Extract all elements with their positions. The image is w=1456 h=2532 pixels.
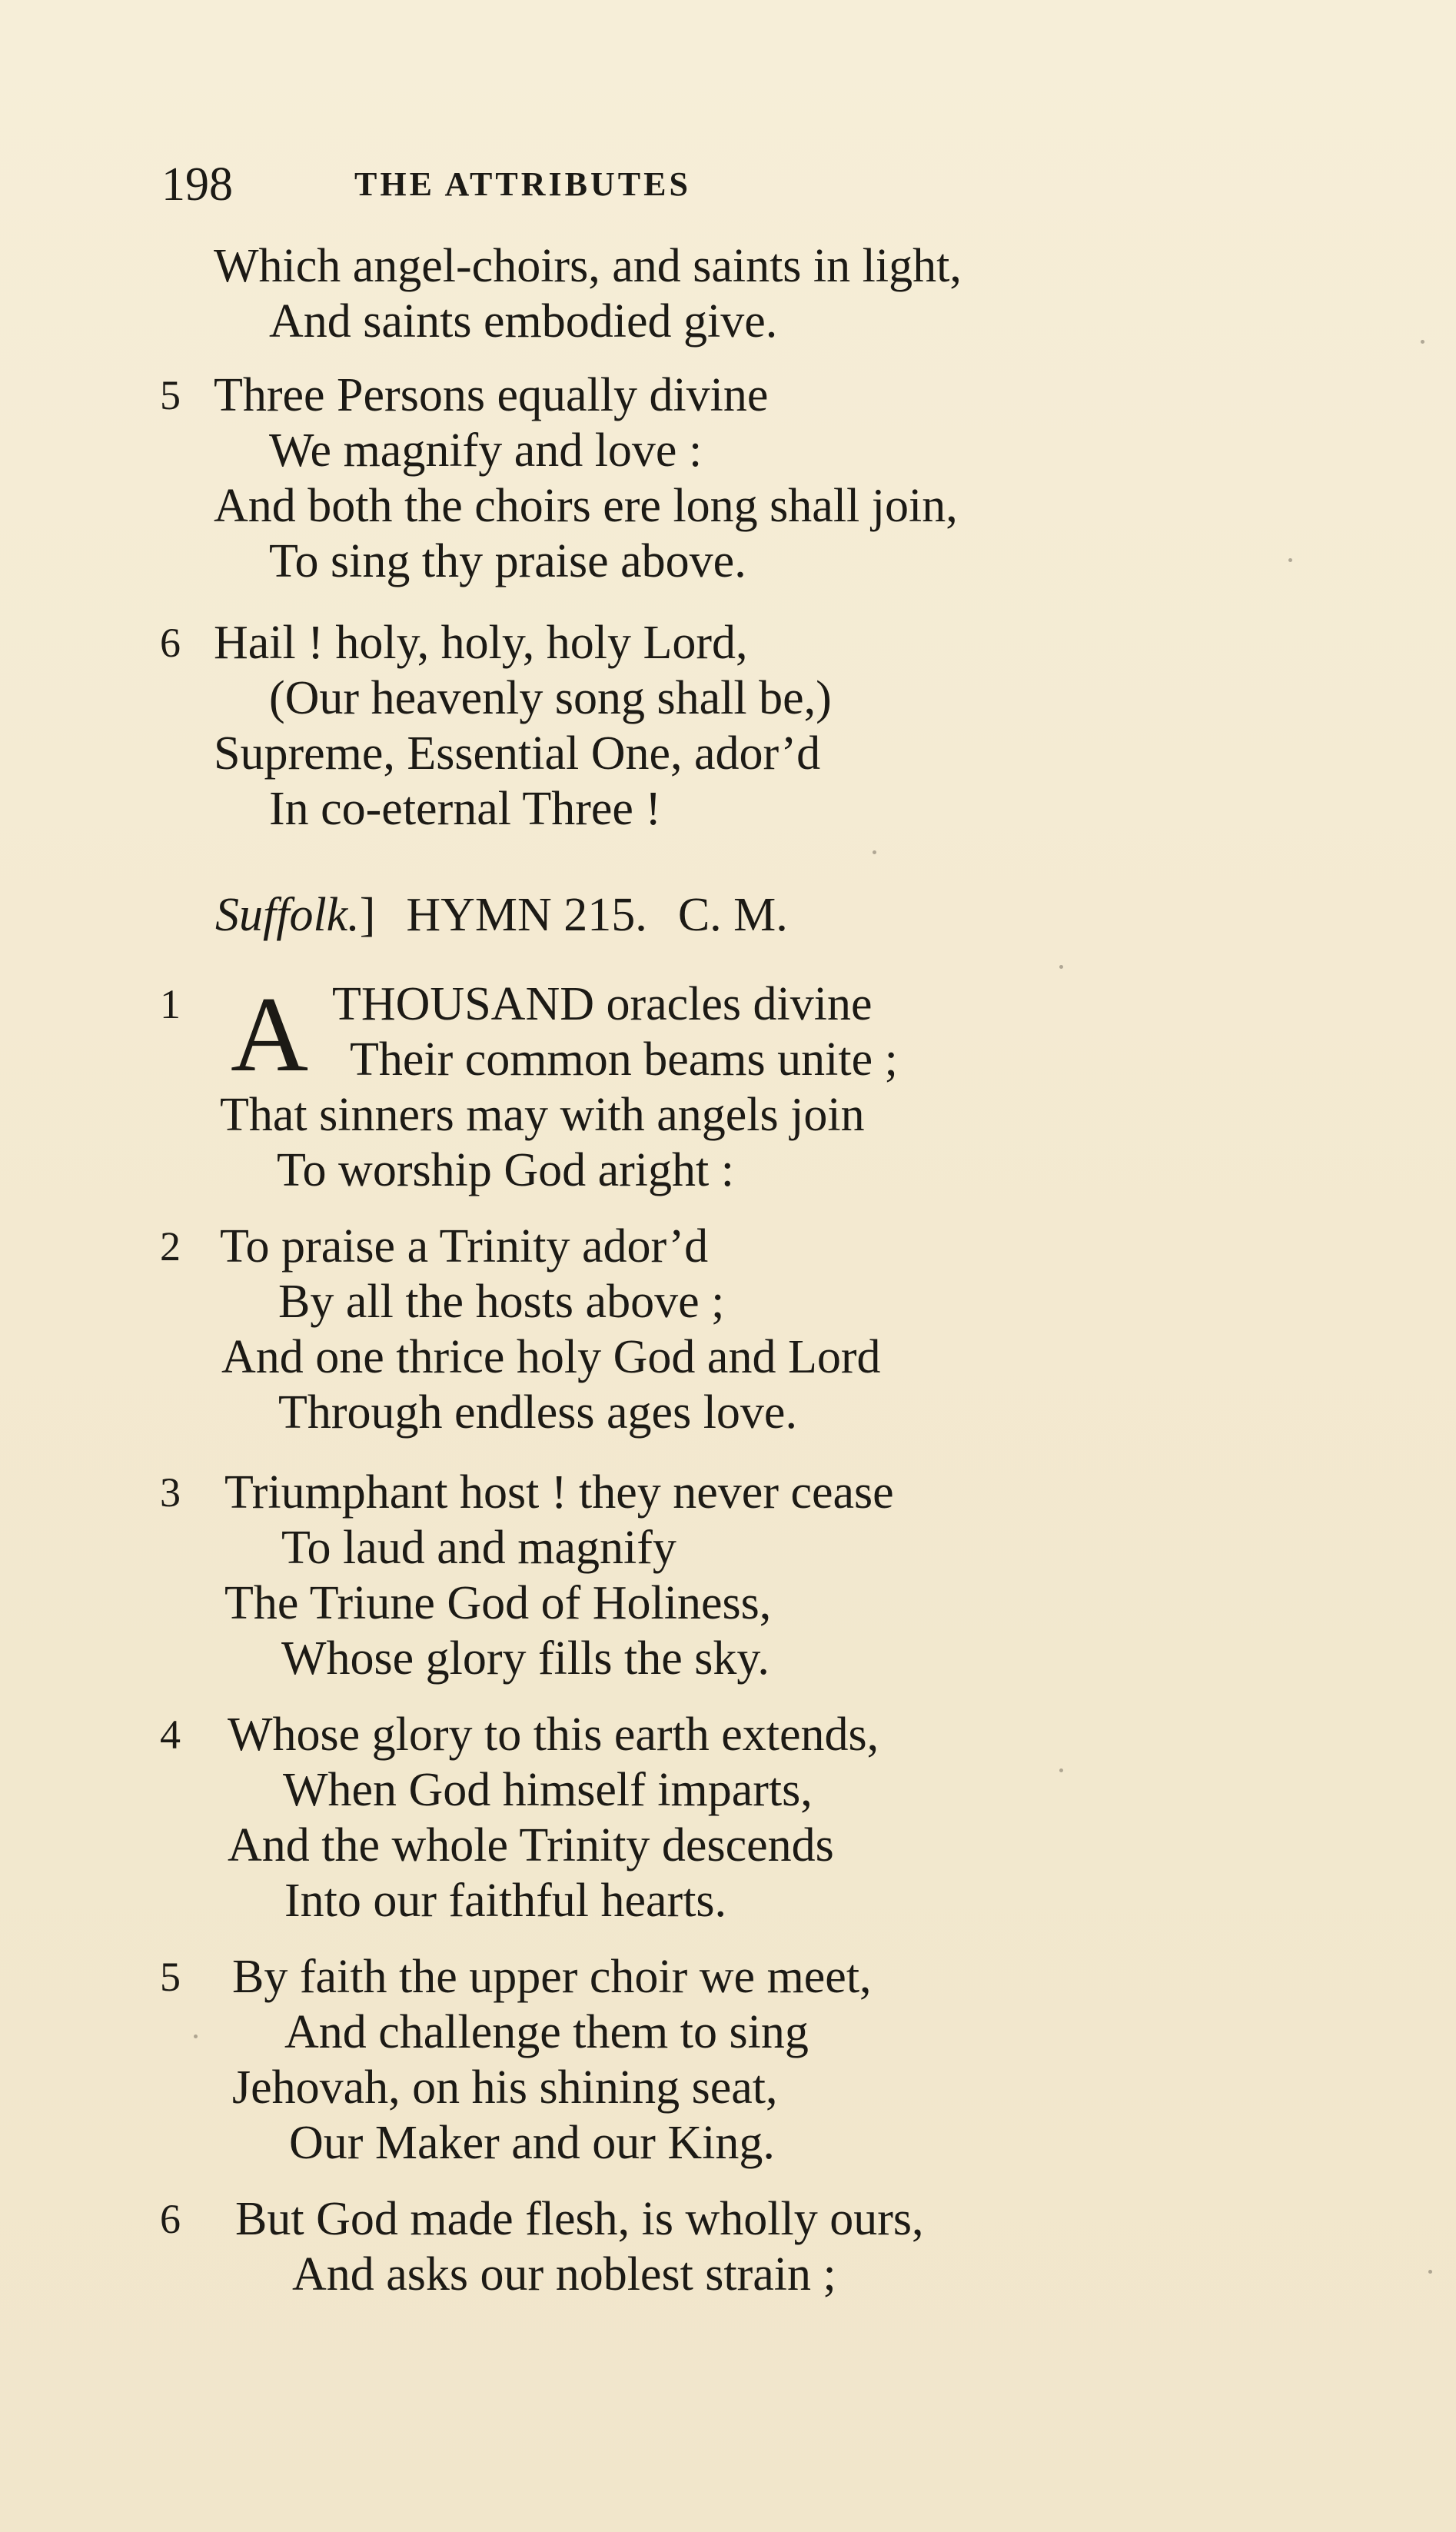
paper-speck xyxy=(1421,340,1424,344)
paper-speck xyxy=(1059,965,1063,969)
verse-line: That sinners may with angels join xyxy=(220,1089,865,1141)
verse-line: To sing thy praise above. xyxy=(269,535,746,587)
verse-line: And saints embodied give. xyxy=(269,295,778,348)
verse-line: And both the choirs ere long shall join, xyxy=(214,480,958,532)
bracket: ] xyxy=(359,889,376,941)
verse-line: And asks our noblest strain ; xyxy=(292,2248,836,2301)
verse-line: 4 Whose glory to this earth extends, xyxy=(160,1709,879,1761)
verse-line: 6 But God made flesh, is wholly ours, xyxy=(160,2193,924,2245)
verse-line: Whose glory fills the sky. xyxy=(281,1632,770,1685)
page-header xyxy=(161,154,953,215)
stanza xyxy=(161,977,1084,1198)
verse-line: 6 Hail ! holy, holy, holy Lord, xyxy=(160,617,748,669)
verse-line: Into our faithful hearts. xyxy=(284,1875,727,1927)
verse-line: 2 To praise a Trinity ador’d xyxy=(160,1220,709,1273)
verse-number: 5 xyxy=(160,1954,181,2000)
hymn-title: HYMN 215. xyxy=(406,889,647,941)
verse-line: Which angel-choirs, and saints in light, xyxy=(214,240,962,292)
stanza xyxy=(161,1949,1084,2171)
stanza xyxy=(161,368,1084,589)
paper-speck xyxy=(1059,1768,1063,1772)
stanza xyxy=(161,2191,1084,2302)
continued-stanza xyxy=(161,238,1084,349)
verse-line: And the whole Trinity descends xyxy=(228,1819,834,1872)
verse-line: Jehovah, on his shining seat, xyxy=(232,2061,778,2114)
hymn-meter: C. M. xyxy=(677,889,788,941)
verse-number: 4 xyxy=(160,1712,181,1758)
verse-number: 5 xyxy=(160,372,181,418)
verse-line: 1 THOUSAND oracles divine xyxy=(160,978,873,1030)
paper-speck xyxy=(873,850,876,854)
page-number: 198 xyxy=(161,158,233,211)
paper-speck xyxy=(1428,2270,1432,2274)
verse-line: Supreme, Essential One, ador’d xyxy=(214,727,821,780)
verse-line: Through endless ages love. xyxy=(278,1386,797,1439)
hymn-heading xyxy=(215,884,788,946)
verse-line: (Our heavenly song shall be,) xyxy=(269,672,832,724)
verse-line: When God himself imparts, xyxy=(283,1764,813,1816)
verse-line: And challenge them to sing xyxy=(284,2006,809,2058)
verse-line: Their common beams unite ; xyxy=(350,1033,898,1086)
verse-line: 5 By faith the upper choir we meet, xyxy=(160,1951,872,2003)
paper-speck xyxy=(194,2035,198,2038)
paper-speck xyxy=(1288,558,1292,562)
verse-line: 3 Triumphant host ! they never cease xyxy=(160,1466,894,1519)
verse-number: 6 xyxy=(160,2196,181,2242)
verse-line: We magnify and love : xyxy=(269,424,703,477)
verse-number: 2 xyxy=(160,1223,181,1269)
drop-cap: A xyxy=(231,975,309,1094)
verse-line: And one thrice holy God and Lord xyxy=(221,1331,881,1383)
running-head: THE ATTRIBUTES xyxy=(354,165,691,203)
verse-line: 5 Three Persons equally divine xyxy=(160,369,769,421)
verse-line: The Triune God of Holiness, xyxy=(224,1577,772,1629)
stanza xyxy=(161,1219,1084,1440)
verse-number: 6 xyxy=(160,620,181,666)
verse-line: To laud and magnify xyxy=(281,1522,676,1574)
verse-line: Our Maker and our King. xyxy=(289,2117,775,2169)
verse-line: To worship God aright : xyxy=(277,1144,734,1196)
verse-line: By all the hosts above ; xyxy=(278,1276,725,1328)
stanza xyxy=(161,1465,1084,1686)
verse-number: 3 xyxy=(160,1469,181,1516)
verse-number: 1 xyxy=(160,981,181,1027)
stanza xyxy=(161,1707,1084,1928)
stanza xyxy=(161,615,1084,837)
tune-name: Suffolk. xyxy=(215,889,360,941)
verse-line: In co-eternal Three ! xyxy=(269,783,662,835)
